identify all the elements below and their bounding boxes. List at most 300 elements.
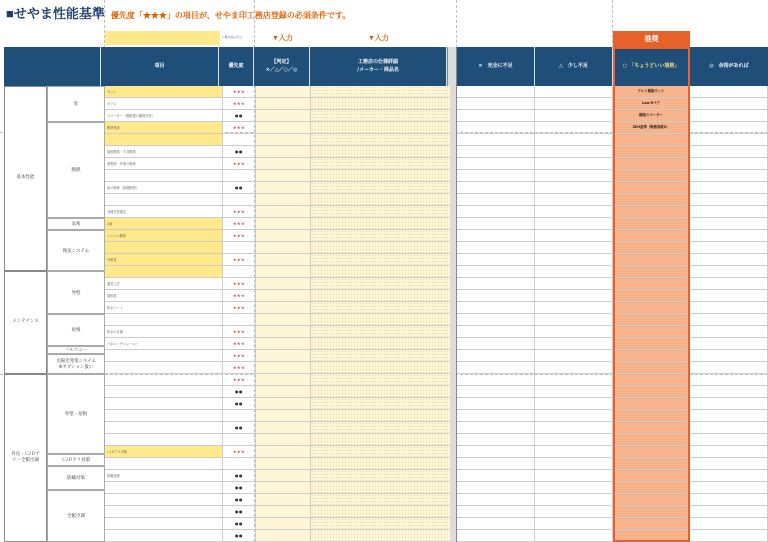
- criteria-cell-x: [457, 530, 535, 542]
- row-priority: ★★★: [223, 350, 256, 361]
- criteria-cell-o: [613, 458, 690, 470]
- judge-input[interactable]: [256, 446, 311, 457]
- spec-input[interactable]: [311, 434, 450, 445]
- spec-input[interactable]: [311, 422, 450, 433]
- judge-input[interactable]: [256, 158, 311, 169]
- criteria-cell-tri: [535, 194, 613, 206]
- table-row: [105, 374, 450, 386]
- criteria-cell-tri: [535, 206, 613, 218]
- table-row: [105, 218, 450, 230]
- criteria-cell-x: [457, 338, 535, 350]
- judge-input[interactable]: [256, 410, 311, 421]
- criteria-cell-tri: [535, 506, 613, 518]
- judge-input[interactable]: [256, 506, 311, 517]
- criteria-cell-tri: [535, 434, 613, 446]
- criteria-cell-dbl: [690, 362, 768, 374]
- judge-input[interactable]: [256, 434, 311, 445]
- judge-input[interactable]: [256, 110, 311, 121]
- header-priority: 優先度: [219, 47, 254, 86]
- row-item: 屋根材: [105, 290, 223, 301]
- row-priority: ★★★: [223, 230, 256, 241]
- title-note: 優先度「★★★」の項目が、せやま印工務店登録の必須条件です。: [110, 11, 351, 20]
- spec-input[interactable]: [311, 134, 450, 145]
- criteria-cell-dbl: [690, 98, 768, 110]
- judge-input[interactable]: [256, 242, 311, 253]
- page-title-bar: [6, 3, 350, 21]
- criteria-cell-tri: [535, 290, 613, 302]
- spec-input[interactable]: [311, 338, 450, 349]
- criteria-cell-dbl: [690, 278, 768, 290]
- criteria-cell-tri: [535, 458, 613, 470]
- criteria-cell-x: [457, 182, 535, 194]
- spec-input[interactable]: [311, 122, 450, 133]
- judge-input[interactable]: [256, 482, 311, 493]
- judge-input[interactable]: [256, 194, 311, 205]
- criteria-cell-tri: [535, 242, 613, 254]
- table-row: [105, 302, 450, 314]
- criteria-cell-o: [613, 314, 690, 326]
- criteria-cell-o: [613, 146, 690, 158]
- criteria-cell-dbl: [690, 302, 768, 314]
- spec-input[interactable]: [311, 218, 450, 229]
- row-priority: ●●: [223, 482, 256, 493]
- criteria-cell-tri: [535, 98, 613, 110]
- criteria-cell-o: [613, 206, 690, 218]
- criteria-cell-dbl: [690, 134, 768, 146]
- judge-input[interactable]: [256, 170, 311, 181]
- criteria-cell-o: [613, 362, 690, 374]
- criteria-cell-x: [457, 86, 535, 98]
- table-row: [105, 458, 450, 470]
- criteria-cell-dbl: [690, 398, 768, 410]
- criteria-cell-x: [457, 410, 535, 422]
- spec-input[interactable]: [311, 242, 450, 253]
- criteria-cell-tri: [535, 230, 613, 242]
- row-priority: ★★★: [223, 218, 256, 229]
- row-item: [105, 314, 223, 325]
- spec-input[interactable]: [311, 374, 450, 385]
- criteria-cell-dbl: [690, 374, 768, 386]
- criteria-cell-dbl: [690, 110, 768, 122]
- criteria-cell-tri: [535, 362, 613, 374]
- spec-input[interactable]: [311, 482, 450, 493]
- row-priority: ●●: [223, 146, 256, 157]
- row-item: [105, 422, 223, 433]
- spec-input[interactable]: [311, 350, 450, 361]
- criteria-cell-x: [457, 194, 535, 206]
- criteria-cell-dbl: [690, 530, 768, 542]
- subcategory-cell: 気密: [47, 218, 105, 230]
- spec-input[interactable]: [311, 506, 450, 517]
- table-row: [105, 254, 450, 266]
- row-priority: [223, 134, 256, 145]
- table-row: [105, 278, 450, 290]
- row-priority: ★★★: [223, 362, 256, 373]
- row-item: [105, 242, 223, 253]
- criteria-cell-dbl: [690, 242, 768, 254]
- judge-input[interactable]: [256, 470, 311, 481]
- row-item: 断熱等級: [105, 122, 223, 133]
- row-item: 防蟻処理: [105, 470, 223, 481]
- row-priority: ●●: [223, 422, 256, 433]
- criteria-cell-tri: [535, 398, 613, 410]
- criteria-cell-o: [613, 386, 690, 398]
- criteria-cell-o: Low-Eペア: [613, 98, 690, 110]
- criteria-cell-dbl: [690, 386, 768, 398]
- criteria-cell-tri: [535, 146, 613, 158]
- subcategory-cell: 全館空調: [47, 490, 105, 542]
- page-title: ■せやま性能基準: [6, 6, 105, 21]
- row-priority: [223, 434, 256, 445]
- table-row: [105, 422, 450, 434]
- category-cell: メンテナンス: [4, 271, 47, 374]
- judge-input[interactable]: [256, 530, 311, 541]
- row-priority: ★★★: [223, 86, 256, 97]
- table-row: [105, 530, 450, 542]
- row-priority: [223, 266, 256, 277]
- row-item: [105, 362, 223, 373]
- judge-input[interactable]: [256, 458, 311, 469]
- spec-input[interactable]: [311, 398, 450, 409]
- spec-input[interactable]: [311, 158, 450, 169]
- criteria-cell-o: [613, 506, 690, 518]
- spec-input[interactable]: [311, 194, 450, 205]
- criteria-cell-o: [613, 278, 690, 290]
- table-body: [4, 86, 768, 542]
- table-row: [105, 362, 450, 374]
- table-row: [105, 170, 450, 182]
- criteria-cell-tri: [535, 338, 613, 350]
- criteria-cell-tri: [535, 482, 613, 494]
- judge-input[interactable]: [256, 374, 311, 385]
- spec-input[interactable]: [311, 170, 450, 181]
- criteria-cell-dbl: [690, 170, 768, 182]
- table-row: [105, 242, 450, 254]
- row-item: [105, 434, 223, 445]
- row-item: [105, 518, 223, 529]
- row-item: [105, 506, 223, 517]
- judge-input[interactable]: [256, 518, 311, 529]
- criteria-cell-x: [457, 446, 535, 458]
- row-priority: ★★★: [223, 446, 256, 457]
- row-item: 床の断熱（基礎断熱）: [105, 182, 223, 193]
- criteria-cell-dbl: [690, 182, 768, 194]
- row-item: [105, 266, 223, 277]
- spec-input[interactable]: [311, 182, 450, 193]
- judge-input[interactable]: [256, 350, 311, 361]
- criteria-cell-dbl: [690, 266, 768, 278]
- row-priority: ●●: [223, 518, 256, 529]
- row-item: 屋根断熱・天井断熱: [105, 146, 223, 157]
- spec-input[interactable]: [311, 410, 450, 421]
- table-row: [105, 470, 450, 482]
- criteria-cell-dbl: [690, 194, 768, 206]
- criteria-cell-o: [613, 470, 690, 482]
- criteria-cell-o: [613, 194, 690, 206]
- criteria-cell-o: [613, 170, 690, 182]
- judge-input[interactable]: [256, 98, 311, 109]
- row-item: 壁断熱・外壁の断熱: [105, 158, 223, 169]
- spec-input[interactable]: [311, 530, 450, 541]
- table-row: [105, 506, 450, 518]
- criteria-cell-tri: [535, 374, 613, 386]
- table-row: [105, 122, 450, 134]
- subcategory-cell: Ｃ/Ｄアリ対策: [47, 454, 105, 466]
- criteria-cell-x: [457, 146, 535, 158]
- criteria-cell-dbl: [690, 434, 768, 446]
- criteria-cell-x: [457, 470, 535, 482]
- row-priority: ●●: [223, 182, 256, 193]
- criteria-cell-x: [457, 350, 535, 362]
- criteria-cell-o: アルミ樹脂サッシ: [613, 86, 690, 98]
- criteria-cell-x: [457, 398, 535, 410]
- criteria-cell-x: [457, 458, 535, 470]
- judge-input[interactable]: [256, 266, 311, 277]
- spec-input[interactable]: [311, 494, 450, 505]
- header-category: [4, 47, 101, 86]
- row-item: Ｃ/Ｄアリ対策: [105, 446, 223, 457]
- row-priority: ●●: [223, 110, 256, 121]
- criteria-cell-x: [457, 314, 535, 326]
- spec-input[interactable]: [311, 518, 450, 529]
- subcategory-cell: 防蟻対策: [47, 466, 105, 490]
- criteria-cell-dbl: [690, 458, 768, 470]
- criteria-cell-x: [457, 218, 535, 230]
- criteria-cell-o: [613, 134, 690, 146]
- judge-input[interactable]: [256, 338, 311, 349]
- table-row: [105, 86, 450, 98]
- criteria-cell-tri: [535, 302, 613, 314]
- row-priority: [223, 170, 256, 181]
- table-row: [105, 326, 450, 338]
- header-col-triangle: △ 少し不足: [535, 47, 613, 86]
- criteria-cell-dbl: [690, 146, 768, 158]
- row-priority: [223, 314, 256, 325]
- spec-input[interactable]: [311, 458, 450, 469]
- criteria-cell-dbl: [690, 410, 768, 422]
- spec-input[interactable]: [311, 278, 450, 289]
- row-priority: ★★★: [223, 302, 256, 313]
- criteria-cell-dbl: [690, 314, 768, 326]
- spec-input[interactable]: [311, 266, 450, 277]
- criteria-cell-dbl: [690, 506, 768, 518]
- spec-input[interactable]: [311, 206, 450, 217]
- subcategory-cell: 外壁: [47, 271, 105, 314]
- criteria-cell-tri: [535, 266, 613, 278]
- spec-input[interactable]: [311, 470, 450, 481]
- criteria-cell-o: [613, 218, 690, 230]
- row-item: 防水シート: [105, 302, 223, 313]
- row-priority: ★★★: [223, 98, 256, 109]
- criteria-cell-tri: [535, 530, 613, 542]
- row-item: C値: [105, 218, 223, 229]
- spec-input[interactable]: [311, 386, 450, 397]
- row-item: [105, 458, 223, 469]
- criteria-cell-x: [457, 170, 535, 182]
- criteria-cell-dbl: [690, 422, 768, 434]
- table-row: [105, 482, 450, 494]
- criteria-cell-o: [613, 290, 690, 302]
- criteria-cell-dbl: [690, 470, 768, 482]
- criteria-cell-o: [613, 158, 690, 170]
- row-item: [105, 410, 223, 421]
- spec-input[interactable]: [311, 254, 450, 265]
- row-priority: ★★★: [223, 254, 256, 265]
- criteria-cell-tri: [535, 110, 613, 122]
- criteria-cell-dbl: [690, 230, 768, 242]
- table-row: [105, 206, 450, 218]
- criteria-cell-tri: [535, 446, 613, 458]
- criteria-cell-o: [613, 254, 690, 266]
- criteria-cell-tri: [535, 170, 613, 182]
- table-row: [105, 350, 450, 362]
- subcategory-cell: 換気システム: [47, 230, 105, 271]
- criteria-cell-dbl: [690, 218, 768, 230]
- judge-input[interactable]: [256, 182, 311, 193]
- criteria-cell-o: [613, 446, 690, 458]
- criteria-cell-x: [457, 518, 535, 530]
- criteria-cell-x: [457, 134, 535, 146]
- criteria-cell-o: [613, 242, 690, 254]
- criteria-cell-x: [457, 230, 535, 242]
- judge-input[interactable]: [256, 218, 311, 229]
- table-row: [105, 338, 450, 350]
- criteria-cell-x: [457, 422, 535, 434]
- spec-input[interactable]: [311, 446, 450, 457]
- criteria-cell-tri: [535, 278, 613, 290]
- criteria-cell-o: [613, 350, 690, 362]
- judge-input[interactable]: [256, 314, 311, 325]
- table-row: [105, 266, 450, 278]
- judge-input[interactable]: [256, 326, 311, 337]
- criteria-cell-tri: [535, 86, 613, 98]
- row-item: [105, 350, 223, 361]
- table-row: [105, 446, 450, 458]
- table-row: [105, 158, 450, 170]
- judge-input[interactable]: [256, 302, 311, 313]
- criteria-cell-o: [613, 482, 690, 494]
- criteria-cell-o: ZEH基準（断熱等級5）: [613, 122, 690, 134]
- judge-input[interactable]: [256, 398, 311, 409]
- criteria-cell-tri: [535, 254, 613, 266]
- criteria-cell-dbl: [690, 446, 768, 458]
- judge-input[interactable]: [256, 254, 311, 265]
- table-row: [105, 518, 450, 530]
- row-priority: ★★★: [223, 158, 256, 169]
- judge-input[interactable]: [256, 86, 311, 97]
- row-priority: ★★★: [223, 290, 256, 301]
- row-priority: ★★★: [223, 374, 256, 385]
- criteria-cell-dbl: [690, 86, 768, 98]
- criteria-cell-o: [613, 434, 690, 446]
- row-item: [105, 374, 223, 385]
- table-row: [105, 434, 450, 446]
- criteria-cell-o: [613, 326, 690, 338]
- judge-input[interactable]: [256, 362, 311, 373]
- row-priority: ★★★: [223, 206, 256, 217]
- table-row: [105, 194, 450, 206]
- spec-input[interactable]: [311, 86, 450, 97]
- criteria-cell-tri: [535, 134, 613, 146]
- judge-input[interactable]: [256, 278, 311, 289]
- judge-input[interactable]: [256, 494, 311, 505]
- row-priority: [223, 194, 256, 205]
- row-item: 全棟気密測定: [105, 206, 223, 217]
- spec-input[interactable]: [311, 110, 450, 121]
- spec-input[interactable]: [311, 98, 450, 109]
- criteria-cell-o: [613, 398, 690, 410]
- criteria-cell-dbl: [690, 158, 768, 170]
- criteria-cell-tri: [535, 182, 613, 194]
- row-priority: ★★★: [223, 278, 256, 289]
- criteria-cell-x: [457, 290, 535, 302]
- spec-input[interactable]: [311, 314, 450, 325]
- subcategory-cell: 屋根: [47, 314, 105, 346]
- row-item: [105, 398, 223, 409]
- criteria-cell-tri: [535, 410, 613, 422]
- criteria-cell-dbl: [690, 350, 768, 362]
- criteria-cell-tri: [535, 122, 613, 134]
- criteria-cell-o: [613, 302, 690, 314]
- criteria-cell-x: [457, 254, 535, 266]
- row-priority: ●●: [223, 494, 256, 505]
- row-item: サッシ: [105, 86, 223, 97]
- row-priority: ★★★: [223, 326, 256, 337]
- judge-input[interactable]: [256, 290, 311, 301]
- row-item: 外壁材: [105, 254, 223, 265]
- input-label-judge: ▼入力: [272, 35, 293, 42]
- header-col-double: ◎ 余裕があれば: [709, 62, 749, 69]
- criteria-cell-dbl: [690, 206, 768, 218]
- judge-input[interactable]: [256, 422, 311, 433]
- criteria-cell-tri: [535, 518, 613, 530]
- judge-input[interactable]: [256, 386, 311, 397]
- spec-input[interactable]: [311, 290, 450, 301]
- judge-input[interactable]: [256, 122, 311, 133]
- table-row: [105, 146, 450, 158]
- header-item: 項目: [101, 47, 219, 86]
- spec-input[interactable]: [311, 326, 450, 337]
- criteria-cell-x: [457, 326, 535, 338]
- row-item: スペーサー（樹脂製の構造体等）: [105, 110, 223, 121]
- subcategory-cell: 窓: [47, 86, 105, 122]
- criteria-cell-dbl: [690, 326, 768, 338]
- judge-input[interactable]: [256, 230, 311, 241]
- row-item: パネル（モジュール）: [105, 338, 223, 349]
- subcategory-cell: 外壁・屋根: [47, 374, 105, 454]
- criteria-cell-tri: [535, 218, 613, 230]
- criteria-cell-x: [457, 506, 535, 518]
- table-row: [105, 290, 450, 302]
- spec-input[interactable]: [311, 146, 450, 157]
- spec-input[interactable]: [311, 230, 450, 241]
- criteria-cell-x: [457, 266, 535, 278]
- spec-input[interactable]: [311, 302, 450, 313]
- criteria-cell-dbl: [690, 122, 768, 134]
- criteria-cell-x: [457, 98, 535, 110]
- judge-input[interactable]: [256, 134, 311, 145]
- criteria-cell-o: [613, 182, 690, 194]
- judge-input[interactable]: [256, 146, 311, 157]
- judge-input[interactable]: [256, 206, 311, 217]
- criteria-cell-tri: [535, 386, 613, 398]
- row-item: 通気工法: [105, 278, 223, 289]
- header-col-circle: ○ 「ちょうどいい規格」: [613, 47, 690, 86]
- spec-input[interactable]: [311, 362, 450, 373]
- criteria-cell-o: 樹脂スペーサー: [613, 110, 690, 122]
- row-item: [105, 194, 223, 205]
- criteria-cell-o: [613, 422, 690, 434]
